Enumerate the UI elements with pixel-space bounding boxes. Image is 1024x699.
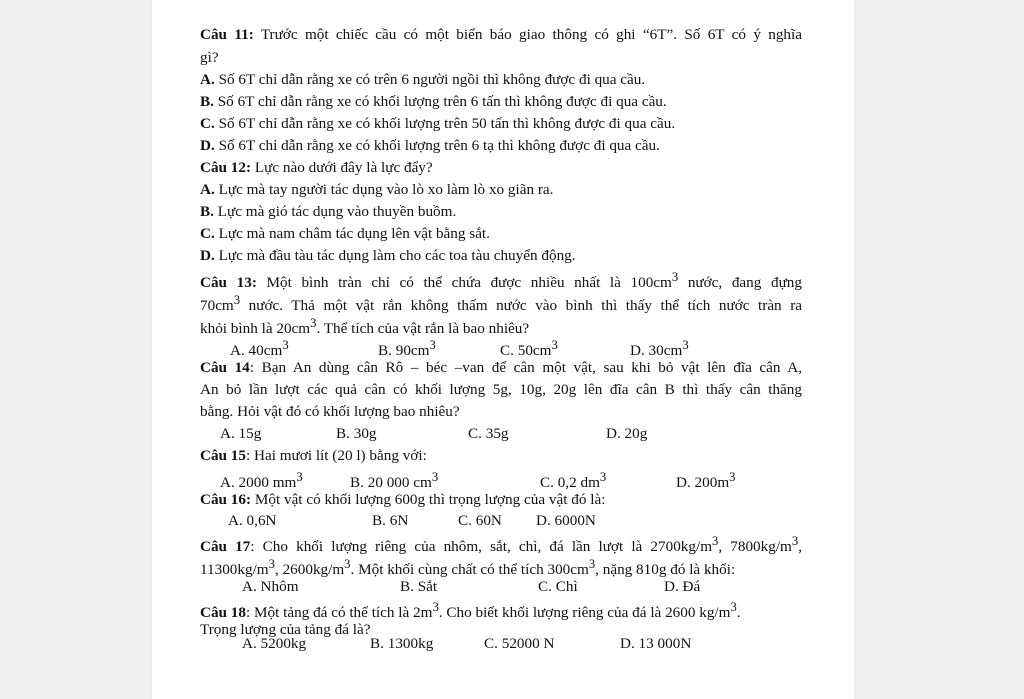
q18-option-b: B. 1300kg [370, 635, 434, 652]
q17-stem-line1: Câu 17: Cho khối lượng riêng của nhôm, sắt, chì, đá lần lượt là $2700kg/m^3$, $7800kg/m^3$, [200, 534, 802, 556]
q11-option-a: A. Số 6T chỉ dẫn rằng xe có trên 6 người ngồi thì không được đi qua cầu. [200, 71, 646, 88]
q14-option-a: A. 15g [220, 425, 262, 442]
exam-document [200, 0, 810, 699]
q16-label: Câu 16: [200, 491, 252, 508]
q14-stem-line1: Câu 14: Bạn An dùng cân Rô – béc –van để cân một vật, sau khi bỏ vật lên đĩa cân A, [200, 359, 802, 376]
q13-option-c: C. $50cm^3$ [500, 338, 558, 360]
q18-stem-line2: Trọng lượng của tảng đá là? [200, 621, 371, 638]
q11-option-d: D. Số 6T chỉ dẫn rằng xe có khối lượng trên 6 tạ thì không được đi qua cầu. [200, 137, 660, 154]
q12-option-c: C. Lực mà nam châm tác dụng lên vật bằng sắt. [200, 225, 490, 242]
q18-stem-line1: Câu 18: Một tảng đá có thể tích là $2m^3$. Cho biết khối lượng riêng của đá là 2600 $kg/m^3$. [200, 600, 741, 622]
q13-option-d: D. $30cm^3$ [630, 338, 689, 360]
q15-option-b: B. 20 000 $cm^3$ [350, 470, 439, 492]
q11-option-b: B. Số 6T chỉ dẫn rằng xe có khối lượng trên 6 tấn thì không được đi qua cầu. [200, 93, 667, 110]
q14-option-c: C. 35g [468, 425, 509, 442]
q15-option-d: D. $200m^3$ [676, 470, 736, 492]
q11-stem-line1: Câu 11: Trước một chiếc cầu có một biển báo giao thông có ghi “6T”. Số 6T có ý nghĩa [200, 26, 802, 43]
q17-option-d: D. Đá [664, 578, 701, 595]
q12-option-d: D. Lực mà đầu tàu tác dụng làm cho các toa tàu chuyển động. [200, 247, 576, 264]
q13-option-b: B. $90cm^3$ [378, 338, 436, 360]
q17-stem-line2: $11300kg/m^3$, $2600kg/m^3$. Một khối cùng chất có thể tích $300cm^3$, nặng 810g đó là khối: [200, 557, 736, 579]
q14-stem-line3: bằng. Hỏi vật đó có khối lượng bao nhiêu? [200, 403, 460, 420]
q18-option-c: C. 52000 N [484, 635, 555, 652]
q13-stem-line2: $70cm^3$ nước. Thả một vật rắn không thấm nước vào bình thì thấy thể tích nước tràn ra [200, 293, 802, 315]
q17-option-c: C. Chì [538, 578, 578, 595]
q11-option-c: C. Số 6T chỉ dẫn rằng xe có khối lượng trên 50 tấn thì không được đi qua cầu. [200, 115, 676, 132]
q11-label: Câu 11: [200, 26, 254, 43]
q12-stem: Câu 12: Lực nào dưới đây là lực đẩy? [200, 159, 433, 176]
q18-option-a: A. 5200kg [242, 635, 307, 652]
q12-label: Câu 12: [200, 159, 252, 176]
q16-option-c: C. 60N [458, 512, 502, 529]
q15-label: Câu 15 [200, 447, 246, 464]
q18-label: Câu 18 [200, 604, 246, 622]
q14-option-d: D. 20g [606, 425, 648, 442]
q17-option-b: B. Sắt [400, 578, 438, 595]
q13-stem-line3: khỏi bình là $20cm^3$. Thể tích của vật rắn là bao nhiêu? [200, 316, 530, 338]
q16-stem: Câu 16: Một vật có khối lượng 600g thì trọng lượng của vật đó là: [200, 491, 606, 508]
q13-label: Câu 13: [200, 274, 257, 292]
q13-stem-line1: Câu 13: Một bình tràn chỉ có thể chứa được nhiều nhất là $100cm^3$ nước, đang đựng [200, 270, 802, 292]
q13-option-a: A. $40cm^3$ [230, 338, 289, 360]
q17-label: Câu 17 [200, 538, 251, 556]
q15-option-a: A. 2000 $mm^3$ [220, 470, 303, 492]
q16-option-d: D. 6000N [536, 512, 596, 529]
q14-stem-line2: An bỏ lần lượt các quả cân có khối lượng 5g, 10g, 20g lên đĩa cân B thì thấy cân thăng [200, 381, 802, 398]
q16-option-b: B. 6N [372, 512, 409, 529]
q14-option-b: B. 30g [336, 425, 377, 442]
q16-option-a: A. 0,6N [228, 512, 277, 529]
q15-stem: Câu 15: Hai mươi lít (20 l) bằng với: [200, 447, 427, 464]
q12-option-b: B. Lực mà gió tác dụng vào thuyền buồm. [200, 203, 457, 220]
q12-option-a: A. Lực mà tay người tác dụng vào lò xo làm lò xo giãn ra. [200, 181, 554, 198]
q17-option-a: A. Nhôm [242, 578, 299, 595]
q14-label: Câu 14 [200, 359, 250, 376]
q15-option-c: C. 0,2 $dm^3$ [540, 470, 607, 492]
q11-stem-line2: gì? [200, 49, 219, 66]
q18-option-d: D. 13 000N [620, 635, 692, 652]
